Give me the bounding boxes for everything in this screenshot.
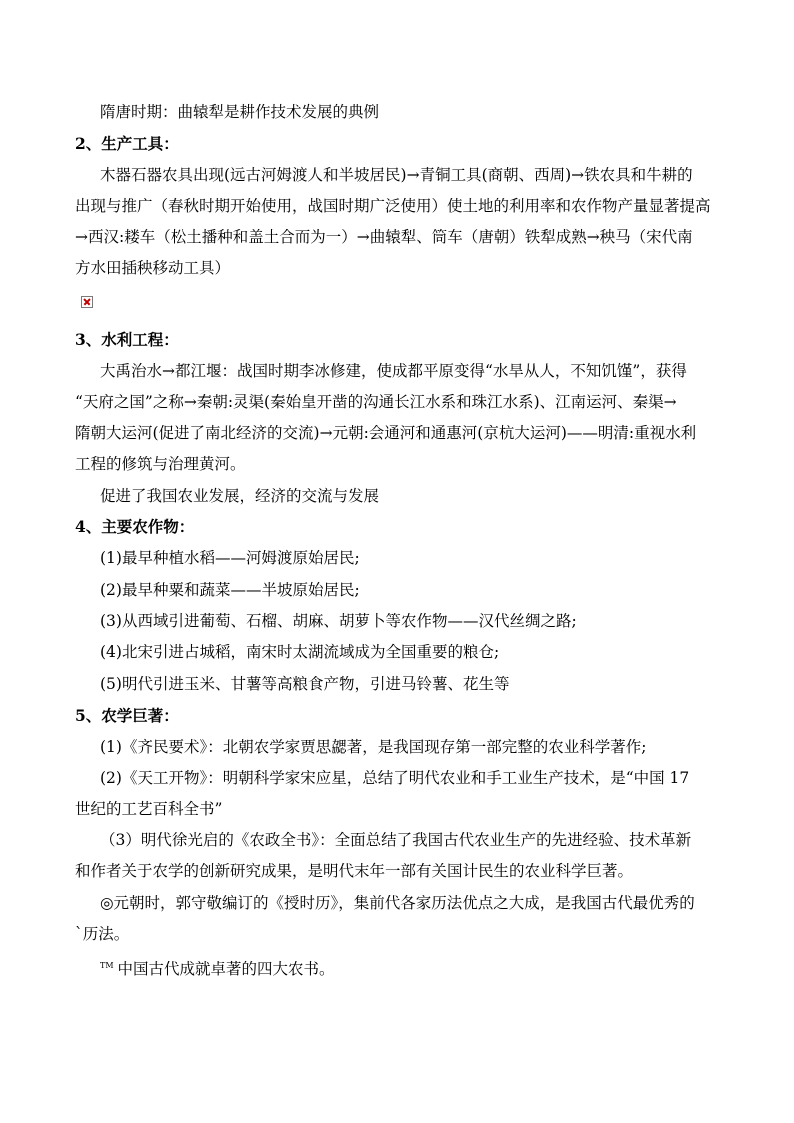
section-5-final-text: 中国古代成就卓著的四大农书。: [117, 960, 335, 978]
trademark-mark: TM: [100, 961, 114, 970]
section-4-item-1: (1)最早种植水稻——河姆渡原始居民;: [100, 549, 360, 567]
section-3-line-2: “天府之国”之称→秦朝:灵渠(秦始皇开凿的沟通长江水系和珠江水系)、江南运河、秦渠→: [75, 393, 677, 411]
section-4-item-5: (5)明代引进玉米、甘薯等高粮食产物，引进马铃薯、花生等: [100, 675, 510, 693]
section-2-line-3: →西汉:耧车（松土播种和盖土合而为一）→曲辕犁、筒车（唐朝）铁犁成熟→秧马（宋代南: [75, 228, 693, 246]
section-3-line-4: 工程的修筑与治理黄河。: [75, 455, 246, 473]
section-3-heading: 3、水利工程：: [75, 330, 179, 349]
section-5-heading: 5、农学巨著：: [75, 706, 179, 725]
section-4-heading: 4、主要农作物：: [75, 517, 195, 536]
section-3-line-3: 隋朝大运河(促进了南北经济的交流)→元朝:会通河和通惠河(京杭大运河)——明清:重视水利: [75, 424, 697, 442]
section-2-line-4: 方水田插秧移动工具）: [75, 259, 231, 277]
section-5-line-1: (1)《齐民要术》：北朝农学家贾思勰著，是我国现存第一部完整的农业科学著作;: [100, 738, 647, 756]
intro-line: 隋唐时期：曲辕犁是耕作技术发展的典例: [100, 103, 380, 121]
section-3-line-5: 促进了我国农业发展，经济的交流与发展: [100, 487, 380, 505]
section-5-line-5: 和作者关于农学的创新研究成果，是明代末年一部有关国计民生的农业科学巨著。: [75, 862, 634, 880]
section-4-item-3: (3)从西域引进葡萄、石榴、胡麻、胡萝卜等农作物——汉代丝绸之路;: [100, 612, 577, 630]
broken-image-icon: [81, 296, 93, 308]
section-3-line-1: 大禹治水→都江堰：战国时期李冰修建，使成都平原变得“水旱从人，不知饥馑”，获得: [100, 362, 687, 380]
section-5-line-2: (2)《天工开物》：明朝科学家宋应星，总结了明代农业和手工业生产技术，是“中国 17: [100, 769, 690, 787]
section-5-line-7: `历法。: [75, 925, 130, 943]
section-5-line-3: 世纪的工艺百科全书”: [75, 800, 223, 818]
section-4-item-2: (2)最早种粟和蔬菜——半坡原始居民;: [100, 581, 360, 599]
section-4-item-4: (4)北宋引进占城稻，南宋时太湖流域成为全国重要的粮仓;: [100, 643, 500, 661]
section-2-line-2: 出现与推广（春秋时期开始使用，战国时期广泛使用）使土地的利用率和农作物产量显著提高: [75, 197, 711, 215]
section-5-line-6: ◎元朝时，郭守敬编订的《授时历》，集前代各家历法优点之大成，是我国古代最优秀的: [100, 894, 695, 912]
section-2-heading: 2、生产工具：: [75, 134, 179, 153]
section-2-line-1: 木器石器农具出现(远古河姆渡人和半坡居民)→青铜工具(商朝、西周)→铁农具和牛耕的: [100, 166, 693, 184]
section-5-line-4: （3）明代徐光启的《农政全书》：全面总结了我国古代农业生产的先进经验、技术革新: [100, 831, 692, 849]
section-5-final-line: [100, 956, 335, 979]
